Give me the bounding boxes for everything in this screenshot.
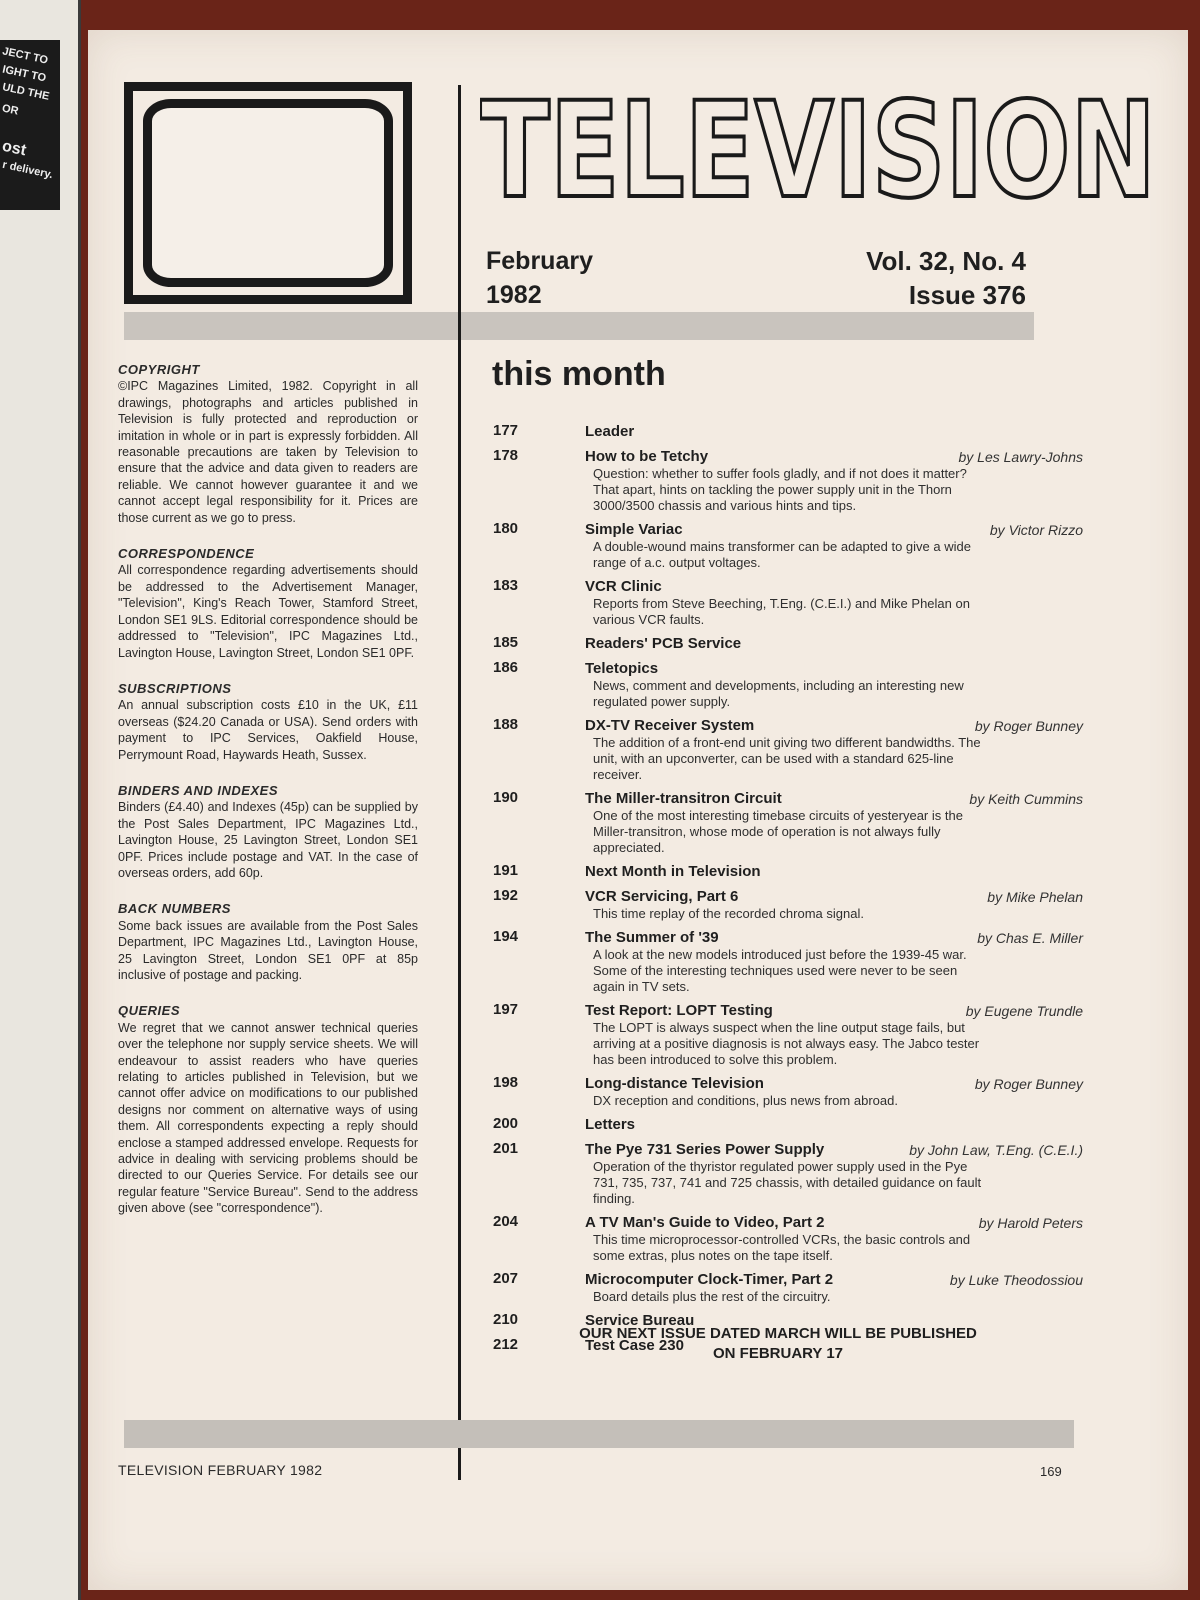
issue-date [486, 244, 593, 312]
info-text: ©IPC Magazines Limited, 1982. Copyright in all drawings, photographs and articles published in Television is fully protected and reproduction or imitation in whole or in part is expressly forbidden. All reasonable precautions are taken by Television to ensure that the advice and data given to readers are reliable. We cannot however guarantee it and we cannot accept legal responsibility for it. Prices are those current as we go to press. [118, 379, 418, 525]
previous-page-edge [0, 0, 81, 1600]
contents-item [493, 634, 1083, 653]
contents-description: A double-wound mains transformer can be adapted to give a wide range of a.c. output voltages. [593, 539, 971, 570]
contents-author: by Chas E. Miller [977, 930, 1083, 946]
info-heading: BACK NUMBERS [118, 901, 231, 917]
contents-description: Operation of the thyristor regulated power supply used in the Pye 731, 735, 737, 741 and 725 chassis, with detailed guidance on fault finding. [593, 1159, 982, 1206]
contents-page-number: 212 [493, 1336, 519, 1353]
contents-item [493, 887, 1083, 922]
contents-description: A look at the new models introduced just before the 1939-45 war. Some of the interesting techniques used were never to be seen again in TV sets. [593, 947, 967, 994]
contents-page-number: 194 [493, 928, 519, 945]
info-section [118, 362, 418, 526]
contents-title: The Pye 731 Series Power Supply [585, 1141, 825, 1158]
previous-page-black-box [0, 40, 60, 210]
contents-title: A TV Man's Guide to Video, Part 2 [585, 1214, 825, 1231]
contents-page-number: 190 [493, 789, 519, 806]
contents-item [493, 1115, 1083, 1134]
contents-title: How to be Tetchy [585, 448, 709, 465]
previous-page-fragment: ULD THE [1, 81, 51, 103]
contents-item [493, 789, 1083, 856]
contents-page-number: 180 [493, 520, 519, 537]
contents-page-number: 210 [493, 1311, 519, 1328]
contents-title: The Miller-transitron Circuit [585, 790, 782, 807]
contents-page-number: 191 [493, 862, 519, 879]
info-heading: BINDERS AND INDEXES [118, 782, 278, 798]
contents-author: by Roger Bunney [974, 1076, 1083, 1092]
contents-title: Microcomputer Clock-Timer, Part 2 [585, 1271, 834, 1288]
info-section [118, 901, 418, 983]
contents-item [493, 659, 1083, 710]
next-issue-notice: OUR NEXT ISSUE DATED MARCH WILL BE PUBLISHED ON FEBRUARY 17 [579, 1325, 977, 1362]
info-heading: QUERIES [118, 1003, 181, 1019]
issue-volume-block [866, 244, 1026, 312]
header-rule-band [124, 312, 1034, 340]
info-text: We regret that we cannot answer technical queries over the telephone nor supply service sheets. We will endeavour to assist readers who have queries relating to articles published in Television, but we cannot offer advice on modifications to our published designs nor comment on alternative ways of using them. All correspondents expecting a reply should enclose a stamped addressed envelope. Requests for advice in dealing with servicing problems should be directed to our Queries Service. For details see our regular feature "Service Bureau". Send to the address given above (see "correspondence"). [118, 1020, 418, 1216]
contents-page-number: 183 [493, 577, 519, 594]
contents-title: Readers' PCB Service [585, 635, 742, 652]
contents-page-number: 200 [493, 1115, 519, 1132]
info-column [118, 362, 418, 1237]
contents-description: DX reception and conditions, plus news from abroad. [593, 1093, 898, 1108]
issue-month: February [486, 247, 593, 275]
contents-title: Test Report: LOPT Testing [585, 1002, 773, 1019]
info-heading: COPYRIGHT [118, 362, 200, 377]
contents-page-number: 185 [493, 634, 519, 651]
contents-item [493, 1001, 1083, 1068]
contents-description: This time replay of the recorded chroma signal. [593, 906, 864, 921]
contents-item [493, 577, 1083, 628]
contents-item [493, 862, 1083, 881]
page-number: 169 [1040, 1464, 1062, 1479]
contents-title: Simple Variac [585, 521, 683, 538]
contents-item [493, 928, 1083, 995]
contents-item [493, 716, 1083, 783]
contents-item [493, 422, 1083, 441]
previous-page-fragment: r delivery. [1, 158, 54, 182]
contents-author: by John Law, T.Eng. (C.E.I.) [909, 1142, 1083, 1158]
contents-author: by Mike Phelan [987, 889, 1083, 905]
footer-rule-band [124, 1420, 1074, 1448]
previous-page-fragment: ost [0, 137, 28, 160]
contents-title: VCR Clinic [585, 578, 662, 595]
info-heading: SUBSCRIPTIONS [118, 680, 232, 696]
masthead-svg [480, 78, 1180, 218]
contents-title: DX-TV Receiver System [585, 717, 755, 734]
info-text: An annual subscription costs £10 in the UK, £11 overseas ($24.20 Canada or USA). Send orders with payment to IPC Services, Oakfield House, Perrymount Road, Haywards Heath, Sussex. [118, 698, 418, 762]
contents-title: Test Case 230 [585, 1337, 684, 1354]
info-heading: CORRESPONDENCE [118, 546, 255, 562]
issue-year: 1982 [486, 281, 542, 309]
masthead [480, 78, 1180, 218]
contents-title: Long-distance Television [585, 1075, 764, 1092]
issue-number: Issue 376 [908, 280, 1026, 310]
info-text: Some back issues are available from the Post Sales Department, IPC Magazines Ltd., Lavington House, 25 Lavington Street, London SE1 0PF at 85p inclusive of postage and packing. [118, 918, 418, 982]
contents-author: by Les Lawry-Johns [958, 449, 1083, 465]
contents-title: VCR Servicing, Part 6 [585, 888, 739, 905]
previous-page-fragment: IGHT TO [1, 63, 48, 85]
contents-description: Board details plus the rest of the circuitry. [593, 1289, 831, 1304]
tv-screen-icon [143, 99, 393, 287]
contents-heading: this month [492, 355, 666, 393]
masthead-title: TELEVISION [480, 78, 1156, 218]
contents-title: Letters [585, 1116, 636, 1133]
contents-page-number: 204 [493, 1213, 519, 1230]
contents-title: Service Bureau [585, 1312, 695, 1329]
contents-item [493, 447, 1083, 514]
info-section [118, 783, 418, 881]
tv-screen-logo [124, 82, 412, 304]
contents-description: The addition of a front-end unit giving two different bandwidths. The unit, with an upconverter, can be used with a standard 625-line receiver. [593, 735, 981, 782]
contents-page-number: 201 [493, 1140, 519, 1157]
contents-author: by Harold Peters [978, 1215, 1083, 1231]
contents-description: The LOPT is always suspect when the line output stage fails, but arriving at a positive diagnosis is not always easy. The Jabco tester has been introduced to solve this problem. [593, 1020, 980, 1067]
contents-author: by Luke Theodossiou [949, 1272, 1083, 1288]
info-section [118, 546, 418, 661]
contents-description: One of the most interesting timebase circuits of yesteryear is the Miller-transitron, whose mode of operation is not always fully appreciated. [593, 808, 963, 855]
contents-title: Leader [585, 423, 635, 440]
contents-page-number: 188 [493, 716, 519, 733]
contents-page-number: 186 [493, 659, 519, 676]
contents-page-number: 177 [493, 422, 519, 439]
previous-page-fragment: JECT TO [1, 45, 50, 67]
contents-title: Next Month in Television [585, 863, 761, 880]
contents-page-number: 198 [493, 1074, 519, 1091]
info-text: Binders (£4.40) and Indexes (45p) can be supplied by the Post Sales Department, IPC Magazines Ltd., Lavington House, 25 Lavington Street, London SE1 0PF. Prices include postage and VAT. In the case of overseas orders, add 60p. [118, 800, 418, 880]
contents-item [493, 520, 1083, 571]
contents-description: This time microprocessor-controlled VCRs, the basic controls and some extras, plus notes on the tape itself. [593, 1232, 971, 1263]
contents-author: by Keith Cummins [969, 791, 1083, 807]
contents-description: Question: whether to suffer fools gladly, and if not does it matter? That apart, hints on tackling the power supply unit in the Thorn 3000/3500 chassis and various hints and tips. [593, 466, 967, 513]
contents-author: by Eugene Trundle [965, 1003, 1083, 1019]
info-text: All correspondence regarding advertisements should be addressed to the Advertisement Manager, "Television", King's Reach Tower, Stamford Street, London SE1 9LS. Editorial correspondence should be addressed to "Television", IPC Magazines Ltd., Lavington House, Lavington Street, London SE1 0PF. [118, 563, 418, 660]
column-divider [458, 85, 461, 1480]
footer-running-title: TELEVISION FEBRUARY 1982 [118, 1462, 323, 1478]
contents-item [493, 1213, 1083, 1264]
contents-title: Teletopics [585, 660, 659, 677]
contents-page-number: 207 [493, 1270, 519, 1287]
info-section [118, 1003, 418, 1216]
contents-page-number: 197 [493, 1001, 519, 1018]
magazine-page [88, 30, 1188, 1590]
contents-author: by Victor Rizzo [989, 522, 1083, 538]
contents-page-number: 178 [493, 447, 519, 464]
contents-author: by Roger Bunney [974, 718, 1083, 734]
contents-list [493, 422, 1083, 1361]
issue-volume: Vol. 32, No. 4 [866, 246, 1026, 276]
previous-page-fragment: OR [0, 102, 20, 118]
contents-item [493, 1140, 1083, 1207]
contents-item [493, 1270, 1083, 1305]
contents-description: Reports from Steve Beeching, T.Eng. (C.E.I.) and Mike Phelan on various VCR faults. [593, 596, 970, 627]
contents-description: News, comment and developments, including an interesting new regulated power supply. [593, 678, 964, 709]
contents-page-number: 192 [493, 887, 519, 904]
info-section [118, 681, 418, 763]
contents-item [493, 1074, 1083, 1109]
contents-title: The Summer of '39 [585, 929, 719, 946]
